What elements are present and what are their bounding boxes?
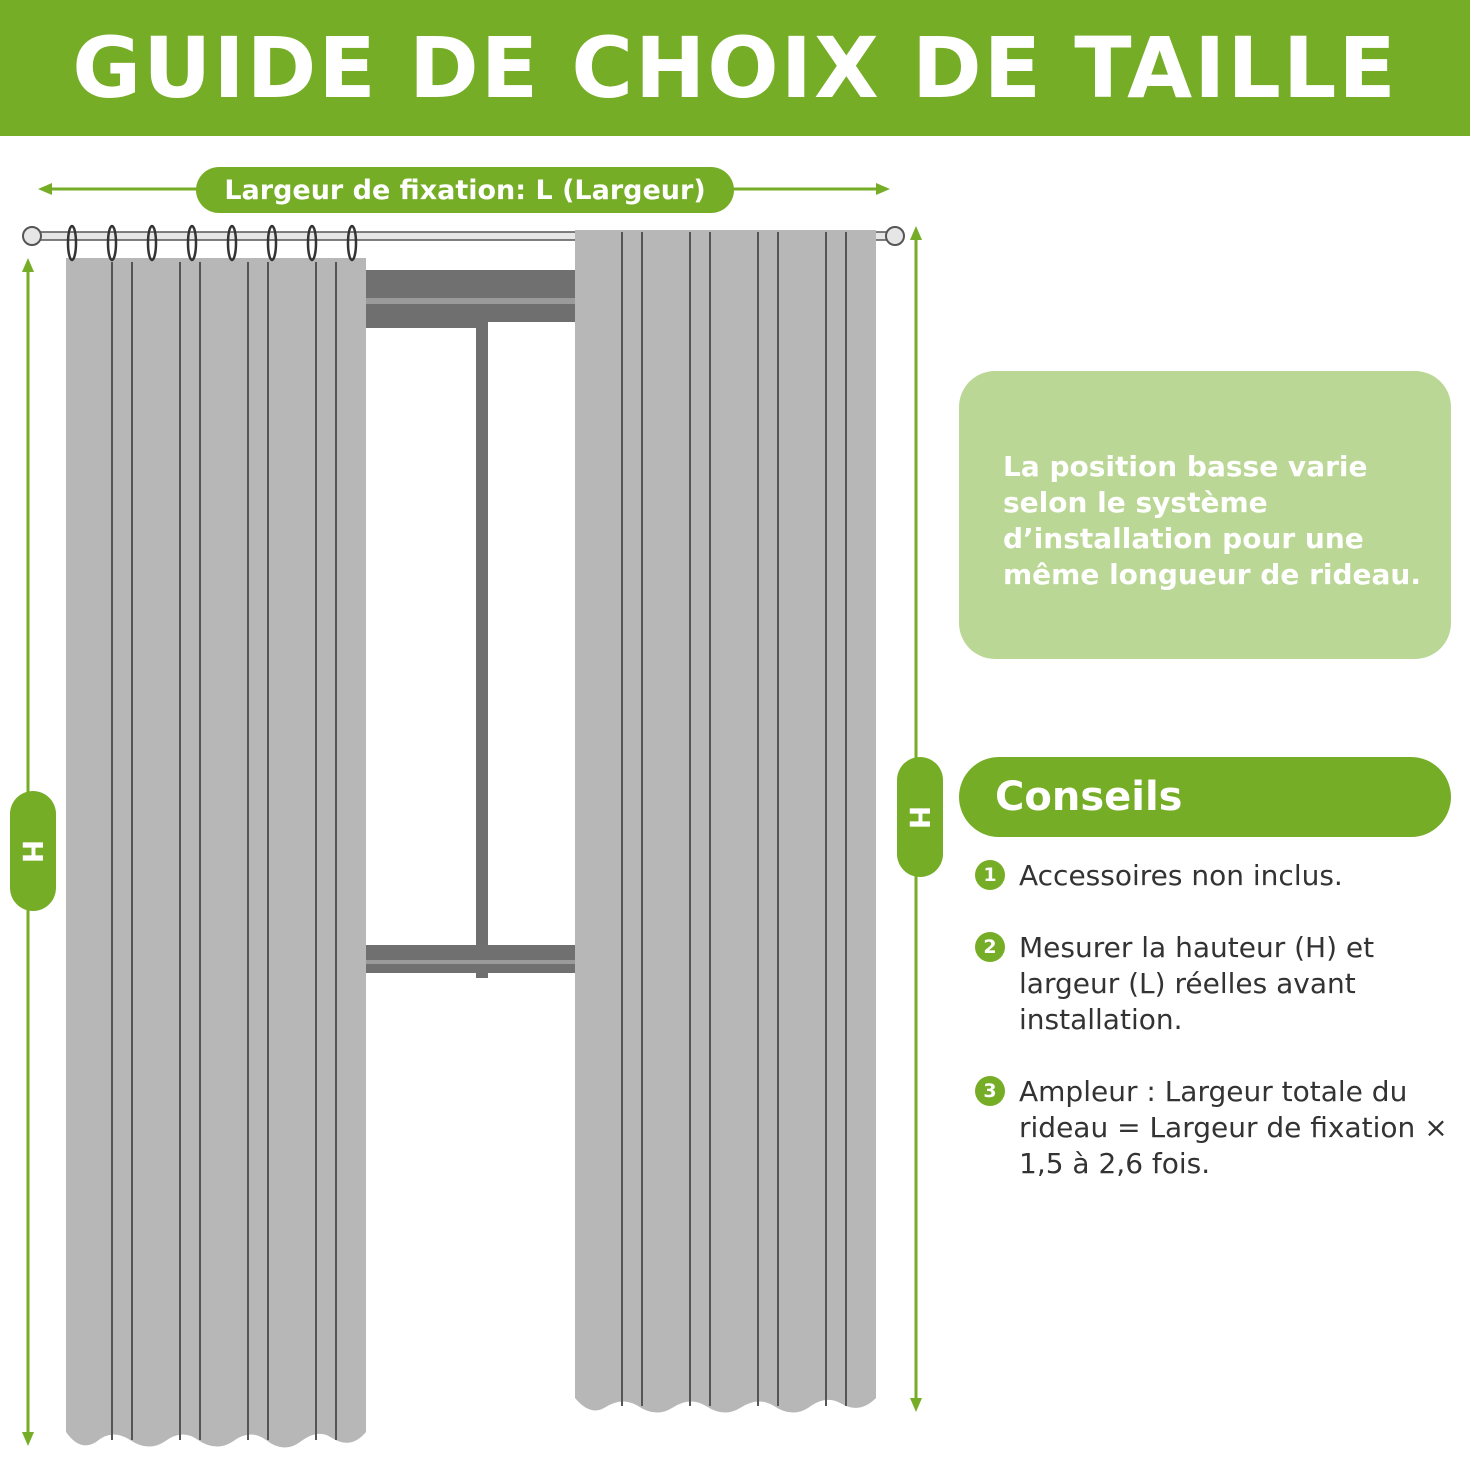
note-box	[959, 371, 1451, 659]
tip-text: Accessoires non inclus.	[1019, 859, 1343, 892]
width-label: Largeur de fixation: L (Largeur)	[196, 167, 734, 213]
height-label-left	[10, 791, 56, 911]
tip-number-badge: 3	[975, 1076, 1005, 1106]
note-text: La position basse varie selon le système d’installation pour une même longueur de rideau.	[1003, 450, 1421, 591]
tip-text: Ampleur : Largeur totale du rideau = Largeur de fixation × 1,5 à 2,6 fois.	[1019, 1075, 1448, 1180]
window-frame	[366, 270, 576, 978]
tips-title: Conseils	[995, 774, 1183, 820]
right-curtain	[575, 230, 876, 1413]
tip-number-badge: 1	[975, 860, 1005, 890]
tip-text: Mesurer la hauteur (H) et largeur (L) réelles avant installation.	[1019, 931, 1375, 1036]
tip-number-badge: 2	[975, 932, 1005, 962]
tips-header	[959, 757, 1451, 837]
height-label-right	[897, 757, 943, 877]
page-title: GUIDE DE CHOIX DE TAILLE	[72, 19, 1398, 117]
left-curtain	[66, 226, 366, 1448]
tip-item-3	[975, 1074, 1465, 1182]
height-label-left-text: H	[16, 839, 50, 863]
tip-item-2	[975, 930, 1465, 1038]
height-label-right-text: H	[903, 805, 937, 829]
tip-item-1	[975, 858, 1465, 894]
